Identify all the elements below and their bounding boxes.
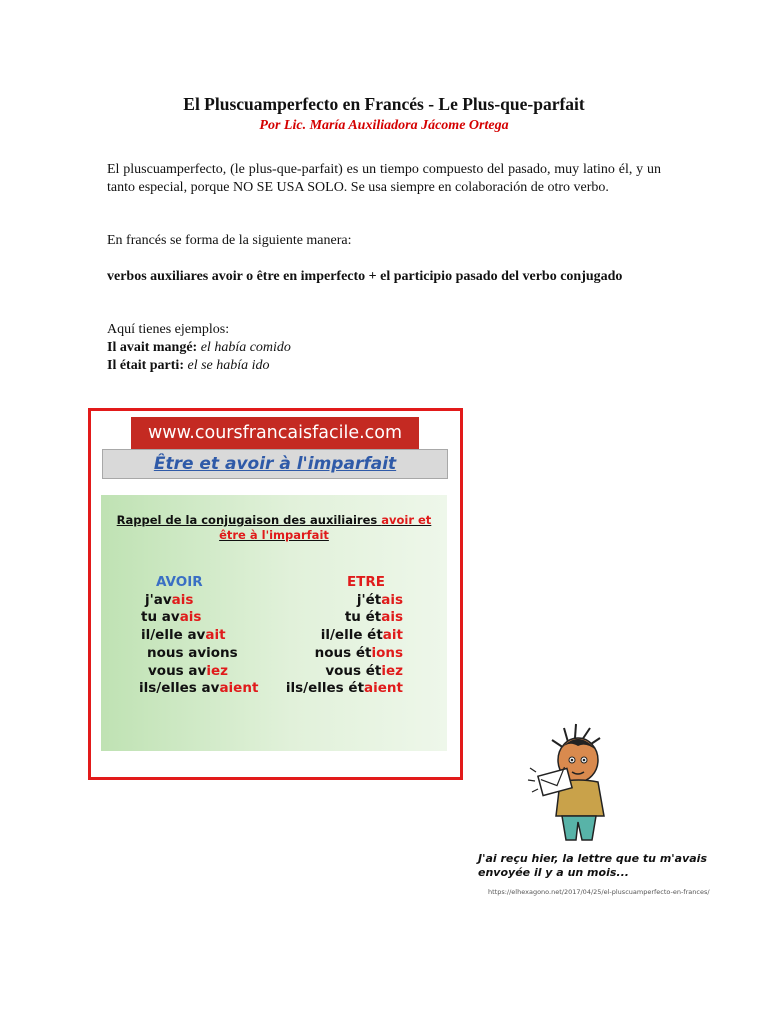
rappel-red: avoir et être à l'imparfait — [219, 513, 432, 542]
example-2-spanish: el se había ido — [187, 358, 270, 373]
etre-row: ils/elles étaient — [285, 680, 403, 697]
avoir-row: nous avions — [147, 644, 238, 661]
etre-row: il/elle était — [320, 627, 403, 644]
rappel-text — [105, 513, 443, 543]
document-title: El Pluscuamperfecto en Francés - Le Plus-que-parfait — [183, 94, 585, 114]
examples-heading: Aquí tienes ejemplos: — [107, 322, 230, 337]
conjugation-figure — [88, 408, 463, 780]
intro-paragraph: El pluscuamperfecto, (le plus-que-parfait) es un tiempo compuesto del pasado, muy latino él, y un tanto especial, porque NO SE USA SOLO. Se usa siempre en colaboración de otro verbo. — [107, 162, 661, 195]
rappel-black: Rappel de la conjugaison des auxiliaires — [116, 513, 382, 527]
avoir-column — [139, 574, 258, 698]
etre-row: j'étais — [356, 591, 403, 608]
etre-row: nous étions — [314, 644, 403, 661]
boy-with-letter-illustration — [520, 720, 640, 845]
avoir-row: ils/elles avaient — [139, 680, 259, 697]
avoir-row: j'avais — [145, 591, 194, 608]
cartoon-caption: J'ai reçu hier, la lettre que tu m'avais envoyée il y a un mois... — [478, 852, 707, 879]
example-1-spanish: el había comido — [200, 340, 291, 355]
example-2 — [107, 357, 270, 375]
example-1-french: Il avait mangé: — [107, 340, 198, 355]
etre-row: vous étiez — [325, 662, 403, 679]
etre-column — [281, 574, 403, 698]
formation-rule: verbos auxiliares avoir o être en imperfecto + el participio pasado del verbo conjugado — [107, 269, 623, 284]
formation-paragraph: En francés se forma de la siguiente manera: — [107, 233, 352, 248]
figure-heading: Être et avoir à l'imparfait — [102, 449, 448, 479]
avoir-row: il/elle avait — [141, 627, 226, 644]
avoir-header: AVOIR — [156, 574, 203, 590]
etre-header: ETRE — [346, 574, 385, 590]
avoir-row: vous aviez — [148, 662, 228, 679]
example-1 — [107, 339, 291, 357]
etre-row: tu étais — [344, 609, 403, 626]
site-banner: www.coursfrancaisfacile.com — [131, 417, 419, 449]
author-line: Por Lic. María Auxiliadora Jácome Ortega — [259, 118, 509, 133]
example-2-french: Il était parti: — [107, 358, 184, 373]
source-url: https://elhexagono.net/2017/04/25/el-pluscuamperfecto-en-frances/ — [488, 888, 710, 896]
conjugation-panel — [101, 495, 447, 751]
avoir-row: tu avais — [141, 609, 202, 626]
